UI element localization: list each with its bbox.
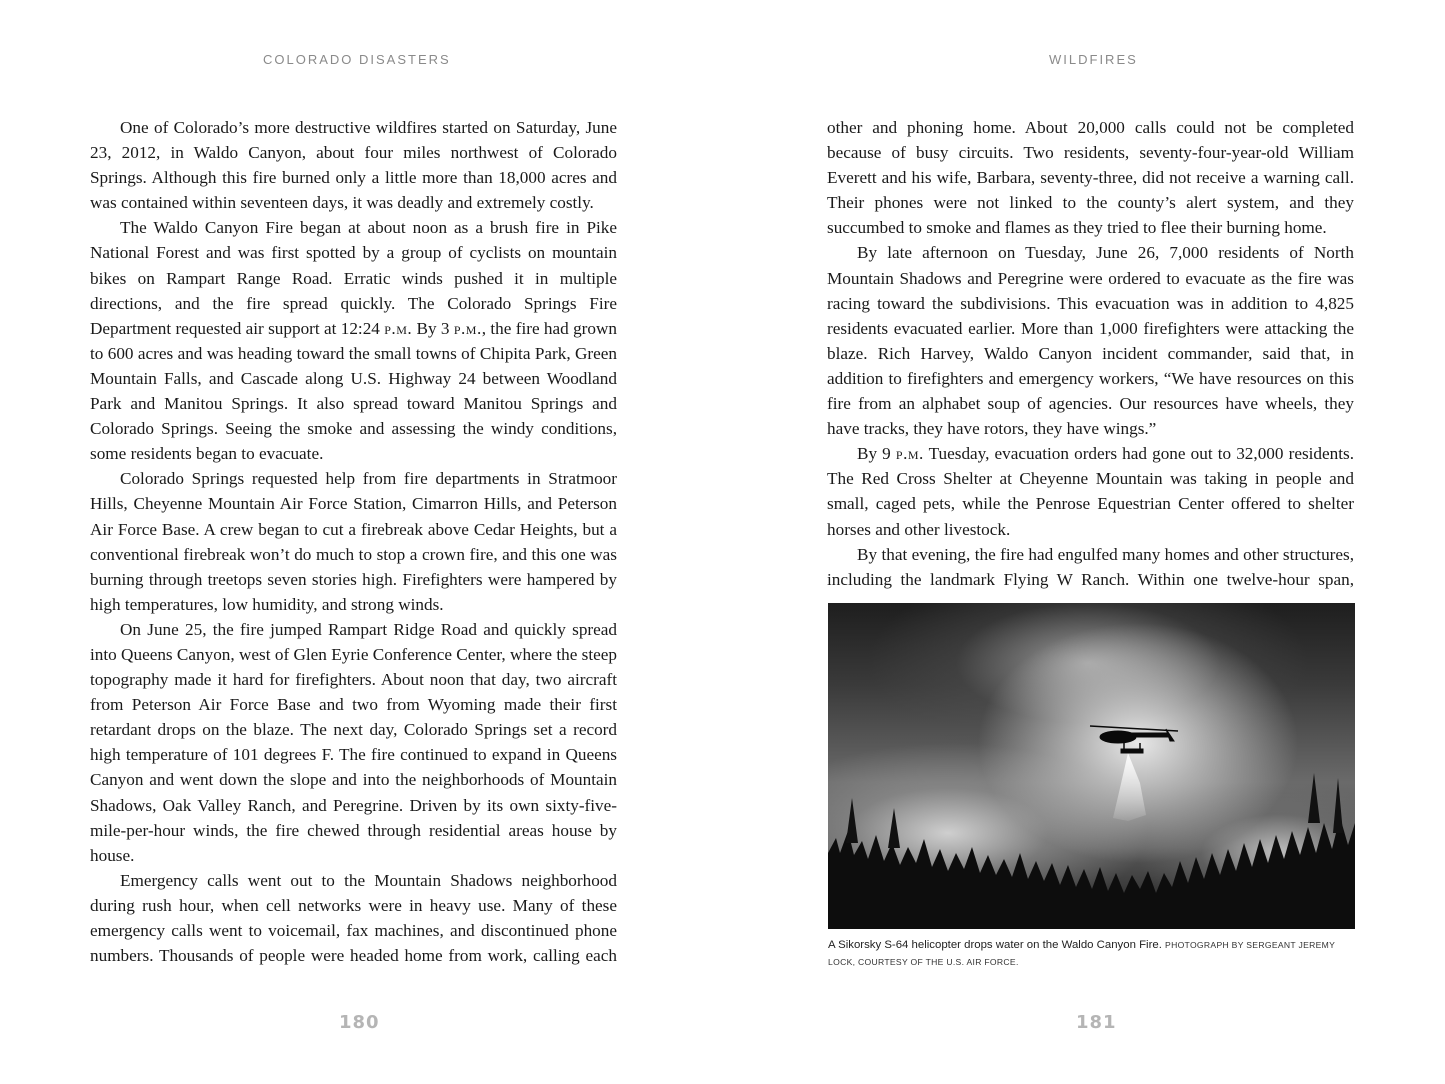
running-head-right: WILDFIRES — [1049, 52, 1138, 67]
photo-illustration — [828, 603, 1355, 929]
helicopter-fire-photo — [828, 603, 1355, 929]
paragraph: By that evening, the fire had engulfed many homes and other structures, including the landmark Flying W Ranch. Within one twelve-hour span, — [827, 544, 1354, 589]
forest-silhouette — [828, 817, 1355, 929]
paragraph: On June 25, the fire jumped Rampart Ridge Road and quickly spread into Queens Canyon, west of Glen Eyrie Conference Center, where the steep topography made it hard for firefighters. About noon that day, two aircraft from Peterson Air Force Base and two from Wyoming made their first retardant drops on the blaze. The next day, Colorado Springs set a record high temperature of 101 degrees F. The fire continued to expand in Queens Canyon and went down the slope and into the neighborhoods of Mountain Shadows, Oak Valley Ranch, and Peregrine. Driven by its own sixty-five-mile-per-hour winds, the fire chewed through residential areas house by house. — [90, 619, 617, 865]
photo-caption — [828, 937, 1355, 971]
right-page — [722, 0, 1445, 1084]
photo-credit: PHOTOGRAPH BY SERGEANT JEREMY LOCK, COURTESY OF THE U.S. AIR FORCE. — [828, 940, 1335, 967]
water-plume — [1113, 753, 1146, 821]
paragraph: By late afternoon on Tuesday, June 26, 7,000 residents of North Mountain Shadows and Peregrine were ordered to evacuate as the fire was racing toward the subdivisions. This evacuation was in addition to 4,825 residents evacuated earlier. More than 1,000 firefighters were attacking the blaze. Rich Harvey, Waldo Canyon incident commander, said that, in addition to firefighters and emergency workers, “We have resources on this fire from an alphabet soup of agencies. Our resources have wheels, they have tracks, they have rotors, they have wings.” — [827, 243, 1354, 439]
right-body-text — [827, 115, 1354, 592]
paragraph: other and phoning home. About 20,000 calls could not be completed because of busy circuits. Two residents, seventy-four-year-old William Everett and his wife, Barbara, seventy-three, did not receive a warning call. Their phones were not linked to the county’s alert system, and they succumbed to smoke and flames as they tried to flee their burning home. — [827, 118, 1354, 238]
left-body-text — [90, 115, 617, 968]
paragraph: Colorado Springs requested help from fire departments in Stratmoor Hills, Cheyenne Mountain Air Force Station, Cimarron Hills, and Peterson Air Force Base. A crew began to cut a firebreak above Cedar Heights, but a conventional firebreak won’t do much to stop a crown fire, and this one was burning through treetops seven stories high. Firefighters were hampered by high temperatures, low humidity, and strong winds. — [90, 469, 617, 614]
caption-text: A Sikorsky S-64 helicopter drops water on the Waldo Canyon Fire. — [828, 939, 1162, 951]
page-number-left: 180 — [339, 1012, 380, 1033]
paragraph: By 9 p.m. Tuesday, evacuation orders had gone out to 32,000 residents. The Red Cross Shelter at Cheyenne Mountain was taking in people and small, caged pets, while the Penrose Equestrian Center offered to shelter horses and other livestock. — [827, 444, 1354, 539]
paragraph: The Waldo Canyon Fire began at about noon as a brush fire in Pike National Forest and was first spotted by a group of cyclists on mountain bikes on Rampart Range Road. Erratic winds pushed it in multiple directions, and the fire spread quickly. The Colorado Springs Fire Department requested air support at 12:24 p.m. By 3 p.m., the fire had grown to 600 acres and was heading toward the small towns of Chipita Park, Green Mountain Falls, and Cascade along U.S. Highway 24 between Woodland Park and Manitou Springs. It also spread toward Manitou Springs and Colorado Springs. Seeing the smoke and assessing the windy conditions, some residents began to evacuate. — [90, 218, 617, 464]
running-head-left: COLORADO DISASTERS — [263, 52, 451, 67]
left-page — [0, 0, 722, 1084]
paragraph: One of Colorado’s more destructive wildfires started on Saturday, June 23, 2012, in Waldo Canyon, about four miles northwest of Colorado Springs. Although this fire burned only a little more than 18,000 acres and was contained within seventeen days, it was deadly and extremely costly. — [90, 118, 617, 213]
page-number-right: 181 — [1076, 1012, 1117, 1033]
helicopter-icon — [1090, 726, 1178, 753]
paragraph: Emergency calls went out to the Mountain Shadows neighborhood during rush hour, when cell networks were in heavy use. Many of these emergency calls went to voicemail, fax machines, and discontinued phone numbers. Thousands of people were headed home from work, calling each — [90, 870, 617, 966]
